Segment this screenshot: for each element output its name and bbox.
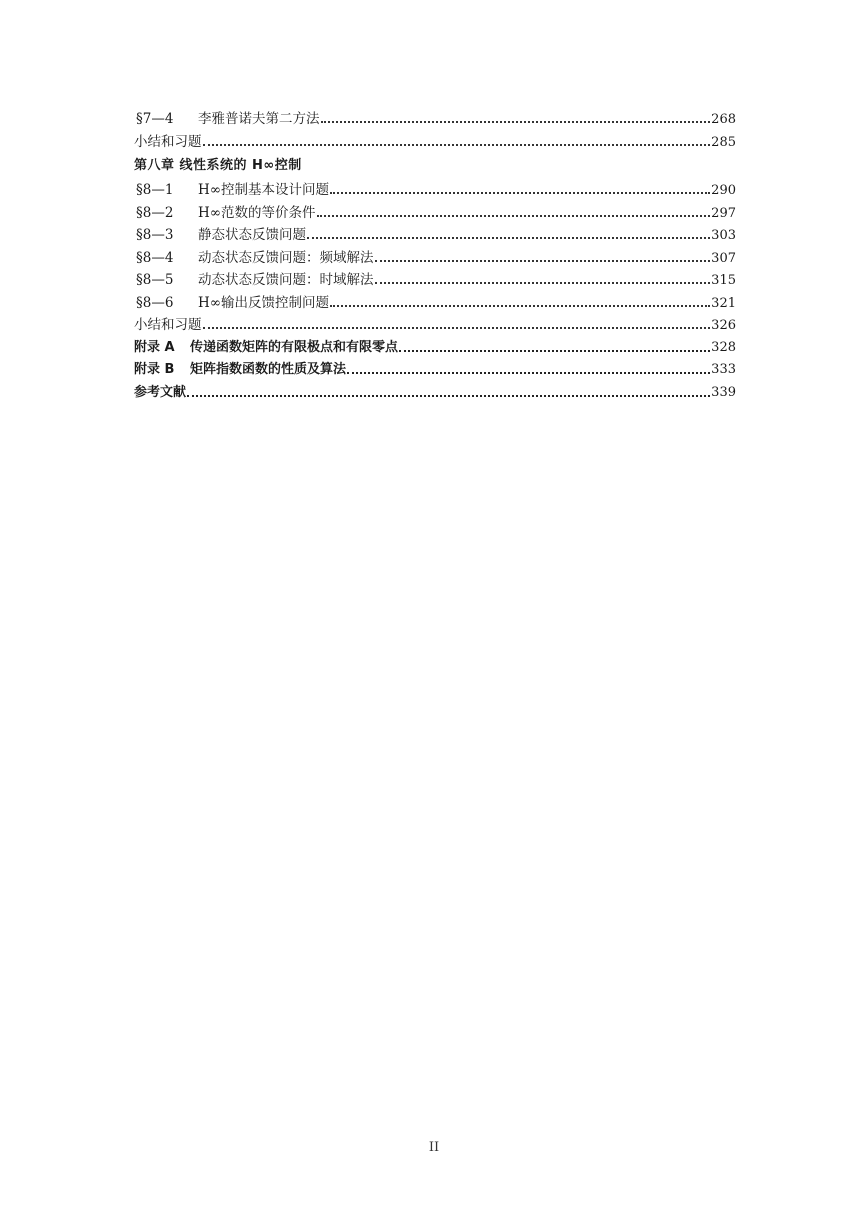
toc-entry <box>134 292 736 315</box>
toc-entry <box>134 179 736 202</box>
entry-title: H∞控制基本设计问题 <box>198 182 330 198</box>
toc-entry <box>134 224 736 247</box>
leader-dots <box>307 237 710 239</box>
page-number: 285 <box>711 134 736 150</box>
leader-dots <box>330 305 710 307</box>
page-number: 290 <box>711 183 736 198</box>
entry-title: H∞范数的等价条件 <box>198 204 316 221</box>
entry-title: 静态状态反馈问题 <box>198 227 306 243</box>
entry-title: 动态状态反馈问题：频域解法 <box>198 249 374 266</box>
page-number: 303 <box>711 228 736 243</box>
page-number: 315 <box>711 273 736 288</box>
entry-title: 动态状态反馈问题：时域解法 <box>198 272 374 288</box>
leader-dots <box>399 350 710 352</box>
leader-dots <box>321 121 711 123</box>
entry-title: 小结和习题 <box>134 133 202 150</box>
section-number: §8—2 <box>136 204 174 221</box>
leader-dots <box>203 327 711 329</box>
page-number: 307 <box>711 250 736 266</box>
toc-entry <box>134 382 736 405</box>
section-number: §8—3 <box>136 227 174 243</box>
leader-dots <box>203 144 711 146</box>
page-number: 328 <box>711 339 736 355</box>
section-number: §8—6 <box>136 294 174 311</box>
entry-title: 传递函数矩阵的有限极点和有限零点 <box>190 339 399 355</box>
appendix-label: 附录 B <box>134 362 175 377</box>
chapter-heading <box>134 153 736 179</box>
leader-dots <box>330 192 710 194</box>
leader-dots <box>375 260 711 262</box>
appendix-label: 附录 A <box>134 339 175 355</box>
entry-title: H∞输出反馈控制问题 <box>198 294 330 311</box>
entry-title: 参考文献 <box>134 384 187 400</box>
leader-dots <box>187 395 710 397</box>
page-number: 339 <box>711 384 736 400</box>
toc-entry <box>134 131 736 154</box>
entry-title: 小结和习题 <box>134 317 202 333</box>
page-number: 268 <box>711 112 736 127</box>
entry-title: 李雅普诺夫第二方法 <box>198 111 320 127</box>
page-number: 333 <box>711 362 736 377</box>
toc-entry <box>134 337 736 360</box>
chapter-title: 第八章 线性系统的 H∞控制 <box>134 158 302 173</box>
page-footer <box>0 1140 868 1155</box>
leader-dots <box>375 282 711 284</box>
section-number: §8—5 <box>136 272 174 288</box>
section-number: §8—1 <box>136 182 174 198</box>
table-of-contents <box>134 108 736 404</box>
leader-dots <box>347 372 710 374</box>
page-number: 297 <box>711 205 736 221</box>
section-number: §7—4 <box>136 111 174 127</box>
toc-entry <box>134 269 736 292</box>
leader-dots <box>317 215 711 217</box>
toc-entry <box>134 314 736 337</box>
toc-entry <box>134 108 736 131</box>
toc-entry <box>134 202 736 225</box>
toc-entry <box>134 359 736 382</box>
page-number: 326 <box>711 318 736 333</box>
footer-page-number: II <box>428 1140 440 1155</box>
section-number: §8—4 <box>136 249 174 266</box>
entry-title: 矩阵指数函数的性质及算法 <box>190 362 347 377</box>
page-number: 321 <box>711 295 736 311</box>
toc-entry <box>134 247 736 270</box>
